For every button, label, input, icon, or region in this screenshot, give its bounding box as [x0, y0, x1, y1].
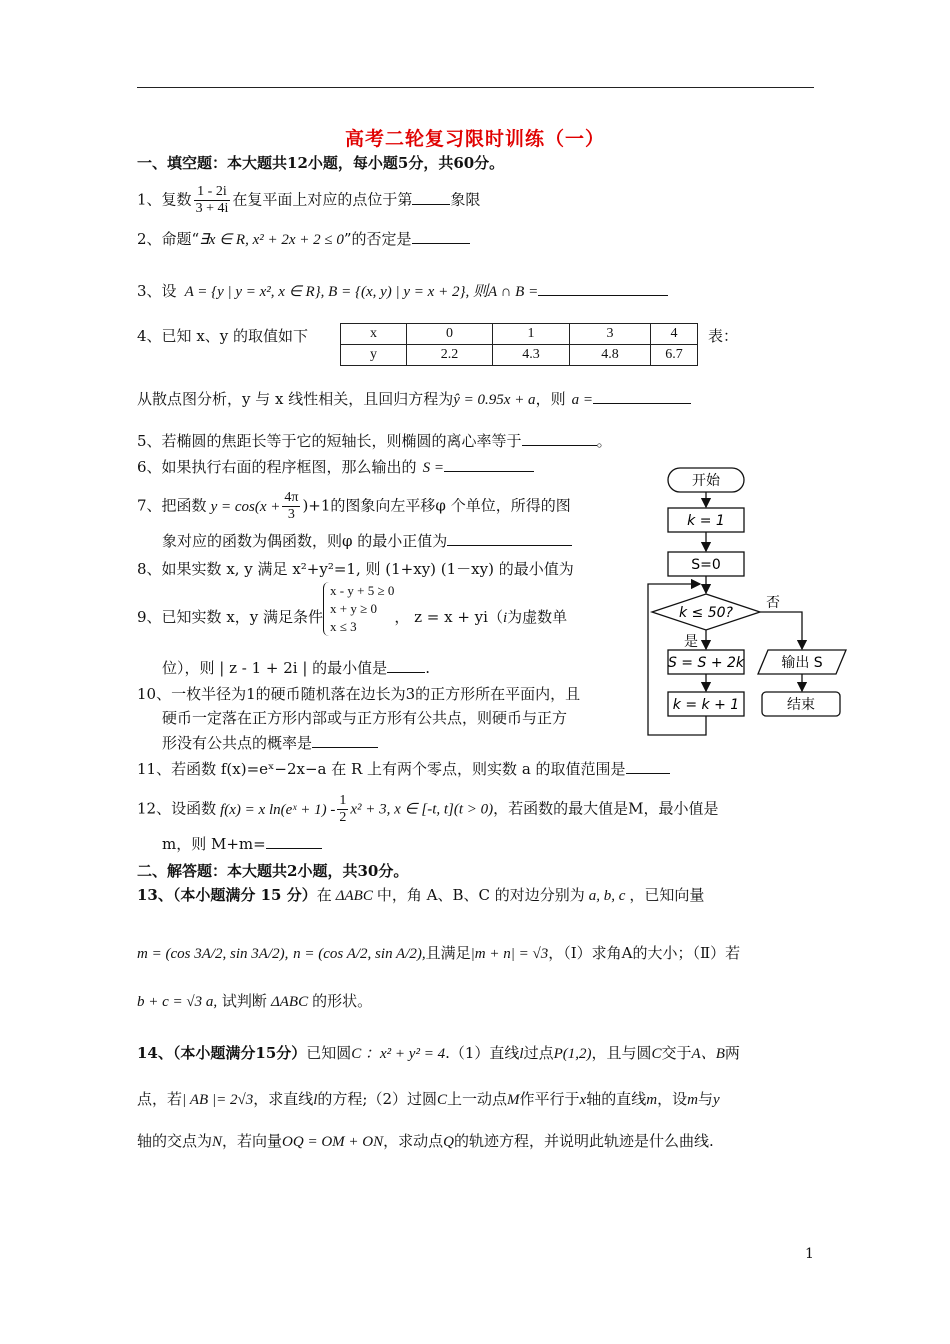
question-2: 2、命题“∃x ∈ R, x² + 2x + 2 ≤ 0”的否定是 — [137, 228, 470, 251]
question-13-line-2: m = (cos 3A/2, sin 3A/2), n = (cos A/2, sin A/2),且满足|m + n| = √3，（Ⅰ）求角A的大小；（Ⅱ）若 — [137, 944, 741, 962]
question-7-line-2: 象对应的函数为偶函数，则φ 的最小正值为 — [162, 530, 572, 552]
answer-blank — [266, 834, 322, 849]
question-6: 6、如果执行右面的程序框图，那么输出的 S = — [137, 456, 534, 479]
table-cell: 4.8 — [570, 345, 651, 366]
question-13: 13、（本小题满分 15 分）在 ΔABC 中，角 A、B、C 的对边分别为 a, b, c ，已知向量 — [137, 886, 705, 904]
answer-blank — [522, 431, 597, 446]
question-14-line-2: 点，若| AB |= 2√3，求直线l的方程;（2）过圆C上一动点M作平行于x轴的直线m，设m与y — [137, 1090, 720, 1108]
flow-init-k-label: k = 1 — [687, 513, 725, 529]
flow-init-s-label: S=0 — [691, 557, 721, 573]
header-rule — [137, 87, 814, 88]
table-cell: 6.7 — [651, 345, 698, 366]
flow-end-label: 结束 — [787, 697, 815, 713]
constraint-system: x - y + 5 ≥ 0 x + y ≥ 0 x ≤ 3 — [323, 582, 394, 636]
question-9-line-2: 位），则 | z - 1 + 2i | 的最小值是 . — [162, 659, 430, 677]
section-2-heading: 二、解答题：本大题共2小题，共30分。 — [137, 862, 409, 880]
fraction: $\frac{1}{2}$ — [339, 793, 347, 825]
answer-blank — [312, 733, 378, 748]
table-cell: 2.2 — [407, 345, 493, 366]
answer-blank — [412, 229, 470, 244]
xy-value-table — [340, 323, 698, 366]
answer-blank — [412, 190, 450, 205]
flow-no-label: 否 — [766, 595, 780, 611]
math-expression: ∃x ∈ R, x² + 2x + 2 ≤ 0 — [199, 232, 344, 248]
question-3: 3、设 A = {y | y = x², x ∈ R}, B = {(x, y) | y = x + 2}, 则A ∩ B = — [137, 280, 668, 303]
question-12: 12、设函数 f(x) = x ln(eˣ + 1) - $\frac{1}{2}$ x² + 3, x ∈ [-t, t](t > 0)，若函数的最大值是M，最小值是 — [137, 793, 719, 825]
flow-decision-label: k ≤ 50? — [679, 605, 733, 621]
table-cell: 3 — [570, 324, 651, 345]
answer-blank — [447, 531, 572, 546]
table-cell: 4 — [651, 324, 698, 345]
table-cell: y — [341, 345, 407, 366]
answer-blank — [538, 281, 668, 296]
question-9: 9、已知实数 x，y 满足条件 x - y + 5 ≥ 0 x + y ≥ 0 x ≤ 3 ， z = x + yi（i为虚数单 — [137, 583, 568, 634]
table-row — [341, 324, 698, 345]
question-1: 1、复数 $\frac{1 - 2i}{3 + 4i}$ 在复平面上对应的点位于第 象限 — [137, 184, 481, 216]
flow-output-label: 输出 S — [781, 655, 823, 671]
answer-blank — [593, 389, 691, 404]
table-row — [341, 345, 698, 366]
table-cell: 0 — [407, 324, 493, 345]
question-10-line-2: 硬币一定落在正方形内部或与正方形有公共点，则硬币与正方 — [162, 709, 568, 727]
section-1-heading: 一、填空题：本大题共12小题，每小题5分，共60分。 — [137, 154, 505, 172]
program-flowchart — [640, 460, 860, 745]
question-12-line-2: m，则 M+m= — [162, 833, 322, 855]
math-expression: A = {y | y = x², x ∈ R}, B = {(x, y) | y = x + 2}, 则A ∩ B = — [184, 284, 539, 300]
flow-update-k-label: k = k + 1 — [672, 697, 740, 713]
flow-update-s-label: S = S + 2k — [667, 655, 745, 671]
table-cell: 4.3 — [493, 345, 570, 366]
question-13-line-3: b + c = √3 a, 试判断 ΔABC 的形状。 — [137, 992, 373, 1010]
flow-yes-label: 是 — [684, 634, 698, 650]
question-10-line-3: 形没有公共点的概率是 — [162, 732, 378, 754]
table-cell: x — [341, 324, 407, 345]
fraction: $\frac{4\pi}{3}$ — [284, 490, 299, 522]
table-cell: 1 — [493, 324, 570, 345]
question-4: 4、已知 x、y 的取值如下 — [137, 327, 309, 345]
question-4-table-suffix: 表： — [708, 327, 739, 345]
question-8: 8、如果实数 x, y 满足 x²+y²=1, 则 (1+xy) (1－xy) 的最小值为 — [137, 560, 574, 578]
question-14-line-3: 轴的交点为N，若向量OQ = OM + ON，求动点Q的轨迹方程，并说明此轨迹是什么曲线. — [137, 1132, 714, 1150]
regression-equation: ŷ = 0.95x + a — [453, 392, 536, 408]
flow-start-label: 开始 — [692, 473, 720, 489]
answer-blank — [444, 457, 534, 472]
answer-blank — [387, 658, 425, 673]
question-11: 11、若函数 f(x)=eˣ−2x−a 在 R 上有两个零点，则实数 a 的取值范围是 — [137, 758, 670, 780]
question-10: 10、一枚半径为1的硬币随机落在边长为3的正方形所在平面内，且 — [137, 685, 581, 703]
fraction: $\frac{1 - 2i}{3 + 4i}$ — [195, 184, 229, 216]
page-title: 高考二轮复习限时训练（一） — [344, 128, 605, 150]
question-5: 5、若椭圆的焦距长等于它的短轴长，则椭圆的离心率等于 。 — [137, 432, 612, 450]
question-7: 7、把函数 y = cos(x + $\frac{4\pi}{3}$ )+1的图象向左平移φ 个单位，所得的图 — [137, 490, 571, 522]
question-14: 14、（本小题满分15分）已知圆C ：x² + y² = 4.（1）直线l过点P(1,2)，且与圆C交于A、B两 — [137, 1044, 740, 1062]
answer-blank — [626, 759, 670, 774]
question-4-line-2: 从散点图分析，y 与 x 线性相关，且回归方程为ŷ = 0.95x + a，则 a = — [137, 388, 691, 411]
flow-no-arrow — [760, 612, 802, 649]
page-number: 1 — [805, 1246, 814, 1262]
